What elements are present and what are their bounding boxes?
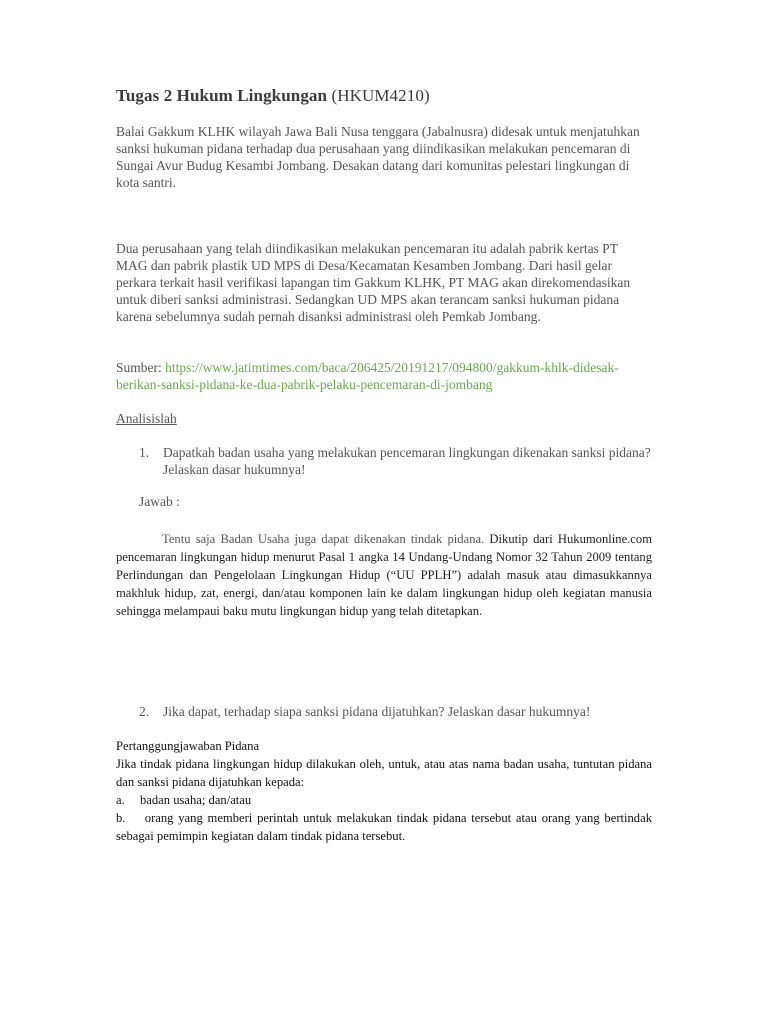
document-title	[116, 86, 652, 106]
list-item-b-text: orang yang memberi perintah untuk melakukan tindak pidana tersebut atau orang yang bertindak sebagai pemimpin kegiatan dalam tindak pidana tersebut.	[116, 811, 652, 843]
question-2-number: 2.	[139, 704, 150, 719]
answer-1-body: Dikutip dari Hukumonline.com pencemaran lingkungan hidup menurut Pasal 1 angka 14 Undang-Undang Nomor 32 Tahun 2009 tentang Perlindungan dan Pengelolaan Lingkungan Hidup (“UU PPLH”) adalah masuk atau dimasukkannya makhluk hidup, zat, energi, dan/atau komponen lain ke dalam lingkungan hidup oleh kegiatan manusia sehingga melampaui baku mutu lingkungan hidup yang telah ditetapkan.	[116, 532, 652, 618]
question-2-text: Jika dapat, terhadap siapa sanksi pidana dijatuhkan? Jelaskan dasar hukumnya!	[163, 704, 591, 719]
question-2	[139, 703, 652, 723]
list-item-b-marker: b.	[116, 811, 126, 825]
question-1	[139, 444, 652, 484]
list-item-a-text: badan usaha; dan/atau	[140, 793, 252, 807]
intro-paragraph-1: Balai Gakkum KLHK wilayah Jawa Bali Nusa tenggara (Jabalnusra) didesak untuk menjatuhkan sanksi hukuman pidana terhadap dua perusahaan yang diindikasikan melakukan pencemaran di Sungai Avur Budug Kesambi Jombang. Desakan datang dari komunitas pelestari lingkungan di kota santri.	[116, 124, 640, 190]
source-link[interactable]: https://www.jatimtimes.com/baca/206425/20191217/094800/gakkum-khlk-didesak-berikan-sanksi-pidana-ke-dua-pabrik-pelaku-pencemaran-di-jombang	[116, 360, 619, 392]
jawab-label: Jawab :	[139, 494, 180, 509]
source-line	[116, 359, 652, 393]
analisis-heading: Analisislah	[116, 411, 177, 426]
answer-1-paragraph	[116, 530, 652, 620]
answer-2-body: Jika tindak pidana lingkungan hidup dilakukan oleh, untuk, atau atas nama badan usaha, tuntutan pidana dan sanksi pidana dijatuhkan kepada:	[116, 757, 652, 789]
answer-2-section	[116, 737, 652, 845]
answer-2-heading: Pertanggungjawaban Pidana	[116, 739, 260, 753]
source-label: Sumber:	[116, 360, 166, 375]
list-item-a-marker: a.	[116, 793, 125, 807]
title-course-code: (HKUM4210)	[331, 86, 430, 105]
question-1-text: Dapatkah badan usaha yang melakukan pencemaran lingkungan dikenakan sanksi pidana? Jelaskan dasar hukumnya!	[163, 445, 651, 477]
intro-paragraph-2: Dua perusahaan yang telah diindikasikan melakukan pencemaran itu adalah pabrik kertas PT MAG dan pabrik plastik UD MPS di Desa/Kecamatan Kesamben Jombang. Dari hasil gelar perkara terkait hasil verifikasi lapangan tim Gakkum KLHK, PT MAG akan direkomendasikan untuk diberi sanksi administrasi. Sedangkan UD MPS akan terancam sanksi hukuman pidana karena sebelumnya sudah pernah disanksi administrasi oleh Pemkab Jombang.	[116, 241, 631, 324]
title-main: Tugas 2 Hukum Lingkungan	[116, 86, 332, 105]
question-1-number: 1.	[139, 445, 150, 460]
list-item-a	[116, 791, 652, 809]
list-item-b	[116, 809, 652, 845]
answer-1-lead: Tentu saja Badan Usaha juga dapat dikenakan tindak pidana.	[162, 532, 485, 546]
